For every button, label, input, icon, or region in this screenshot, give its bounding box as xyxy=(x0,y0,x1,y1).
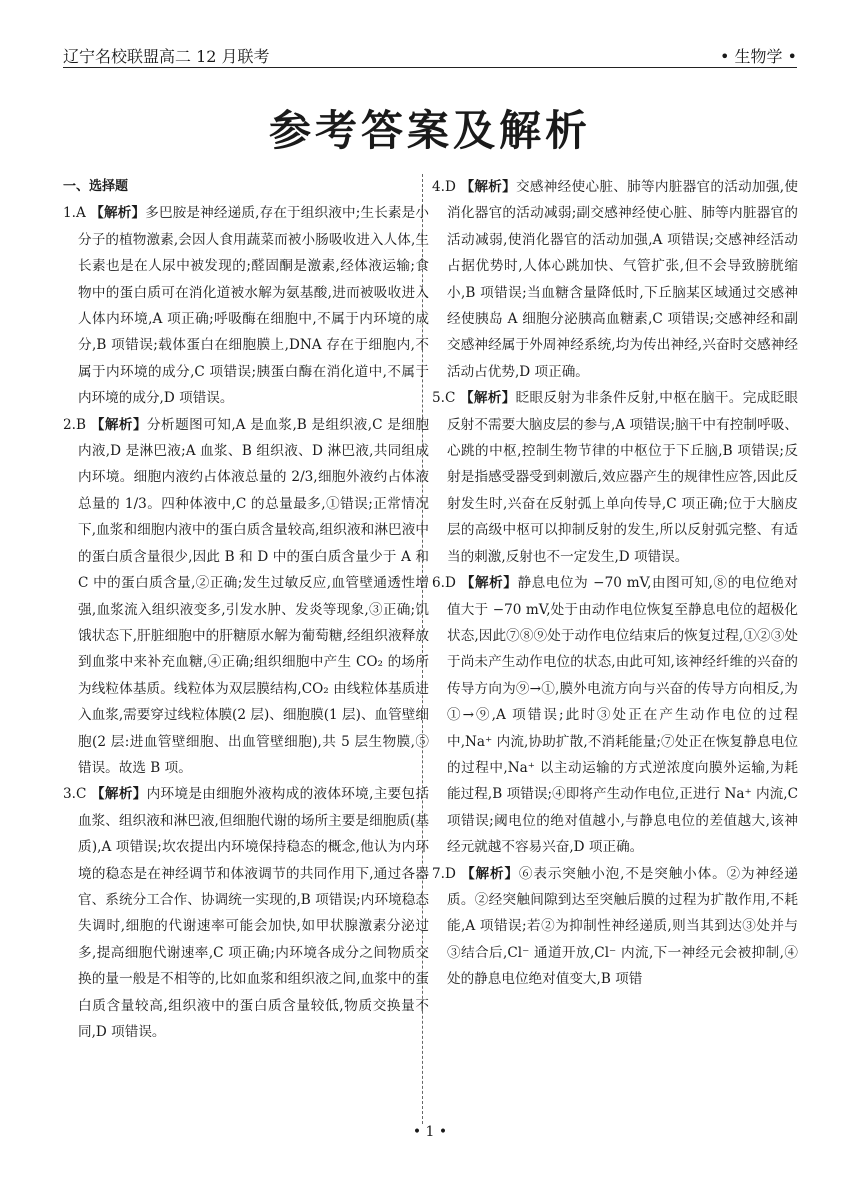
left-column xyxy=(63,174,429,1045)
right-column xyxy=(432,174,798,993)
page-header xyxy=(63,38,797,68)
exam-title: 辽宁名校联盟高二 12 月联考 xyxy=(63,47,270,66)
answer-item-1: 1.A 【解析】多巴胺是神经递质,存在于组织液中;生长素是小分子的植物激素,会因人食用蔬菜而被小肠吸收进入人体,生长素也是在人尿中被发现的;醛固酮是激素,经体液运输;食物中的蛋白质可在消化道被水解为氨基酸,进而被吸收进入人体内环境,A 项正确;呼吸酶在细胞中,不属于内环境的成分,B 项错误;载体蛋白在细胞膜上,DNA 存在于细胞内,不属于内环境的成分,C 项错误;胰蛋白酶在消化道中,不属于内环境的成分,D 项错误。 xyxy=(63,205,429,407)
section-heading: 一、选择题 xyxy=(63,179,129,194)
answer-item-4: 4.D 【解析】交感神经使心脏、肺等内脏器官的活动加强,使消化器官的活动减弱;副交感神经使心脏、肺等内脏器官的活动减弱,使消化器官的活动加强,A 项错误;交感神经活动占据优势时,人体心跳加快、气管扩张,但不会导致膀胱缩小,B 项错误;当血糖含量降低时,下丘脑某区域通过交感神经使胰岛 A 细胞分泌胰高血糖素,C 项错误;交感神经和副交感神经属于外周神经系统,均为传出神经,兴奋时交感神经活动占优势,D 项正确。 xyxy=(432,179,799,380)
answer-item-5: 5.C 【解析】眨眼反射为非条件反射,中枢在脑干。完成眨眼反射不需要大脑皮层的参与,A 项错误;脑干中有控制呼吸、心跳的中枢,控制生物节律的中枢位于下丘脑,B 项错误;反射是指感受器受到刺激后,效应器产生的规律性应答,因此反射发生时,兴奋在反射弧上单向传导,C 项正确;位于大脑皮层的高级中枢可以抑制反射的发生,所以反射弧完整、有适当的刺激,反射也不一定发生,D 项错误。 xyxy=(432,390,799,565)
answer-item-2: 2.B 【解析】分析题图可知,A 是血浆,B 是组织液,C 是细胞内液,D 是淋巴液;A 血浆、B 组织液、D 淋巴液,共同组成内环境。细胞内液约占体液总量的 2/3,细胞外液约占体液总量的 1/3。四种体液中,C 的总量最多,①错误;正常情况下,血浆和细胞内液中的蛋白质含量较高,组织液和淋巴液中的蛋白质含量很少,因此 B 和 D 中的蛋白质含量少于 A 和 C 中的蛋白质含量,②正确;发生过敏反应,血管壁通透性增强,血浆流入组织液变多,引发水肿、发炎等现象,③正确;饥饿状态下,肝脏细胞中的肝糖原水解为葡萄糖,经组织液释放到血浆中来补充血糖,④正确;组织细胞中产生 CO₂ 的场所为线粒体基质。线粒体为双层膜结构,CO₂ 由线粒体基质进入血浆,需要穿过线粒体膜(2 层)、细胞膜(1 层)、血管壁细胞(2 层:进血管壁细胞、出血管壁细胞),共 5 层生物膜,⑤错误。故选 B 项。 xyxy=(63,416,429,776)
page-title: 参考答案及解析 xyxy=(268,106,591,155)
answer-item-6: 6.D 【解析】静息电位为 −70 mV,由图可知,⑧的电位绝对值大于 −70 mV,处于由动作电位恢复至静息电位的超极化状态,因此⑦⑧⑨处于动作电位结束后的恢复过程,①②③处于尚未产生动作电位的状态,由此可知,该神经纤维的兴奋的传导方向为⑨→①,膜外电流方向与兴奋的传导方向相反,为①→⑨,A 项错误;此时③处正在产生动作电位的过程中,Na⁺ 内流,协助扩散,不消耗能量;⑦处正在恢复静息电位的过程中,Na⁺ 以主动运输的方式逆浓度向膜外运输,为耗能过程,B 项错误;④即将产生动作电位,正进行 Na⁺ 内流,C 项错误;阈电位的绝对值越小,与静息电位的差值越大,该神经元就越不容易兴奋,D 项正确。 xyxy=(432,575,798,856)
subject-label: • 生物学 • xyxy=(719,47,797,66)
answer-item-3: 3.C 【解析】内环境是由细胞外液构成的液体环境,主要包括血浆、组织液和淋巴液,但细胞代谢的场所主要是细胞质(基质),A 项错误;坎农提出内环境保持稳态的概念,他认为内环境的稳态是在神经调节和体液调节的共同作用下,通过各器官、系统分工合作、协调统一实现的,B 项错误;内环境稳态失调时,细胞的代谢速率可能会加快,如甲状腺激素分泌过多,提高细胞代谢速率,C 项正确;内环境各成分之间物质交换的量一般是不相等的,比如血浆和组织液之间,血浆中的蛋白质含量较高,组织液中的蛋白质含量较低,物质交换量不同,D 项错误。 xyxy=(63,786,430,1040)
answer-item-7: 7.D 【解析】⑥表示突触小泡,不是突触小体。②为神经递质。②经突触间隙到达至突触后膜的过程为扩散作用,不耗能,A 项错误;若②为抑制性神经递质,则当其到达③处并与③结合后,Cl⁻ 通道开放,Cl⁻ 内流,下一神经元会被抑制,④处的静息电位绝对值变大,B 项错 xyxy=(432,865,798,988)
header-rule xyxy=(63,67,797,68)
page-number: • 1 • xyxy=(412,1124,448,1140)
